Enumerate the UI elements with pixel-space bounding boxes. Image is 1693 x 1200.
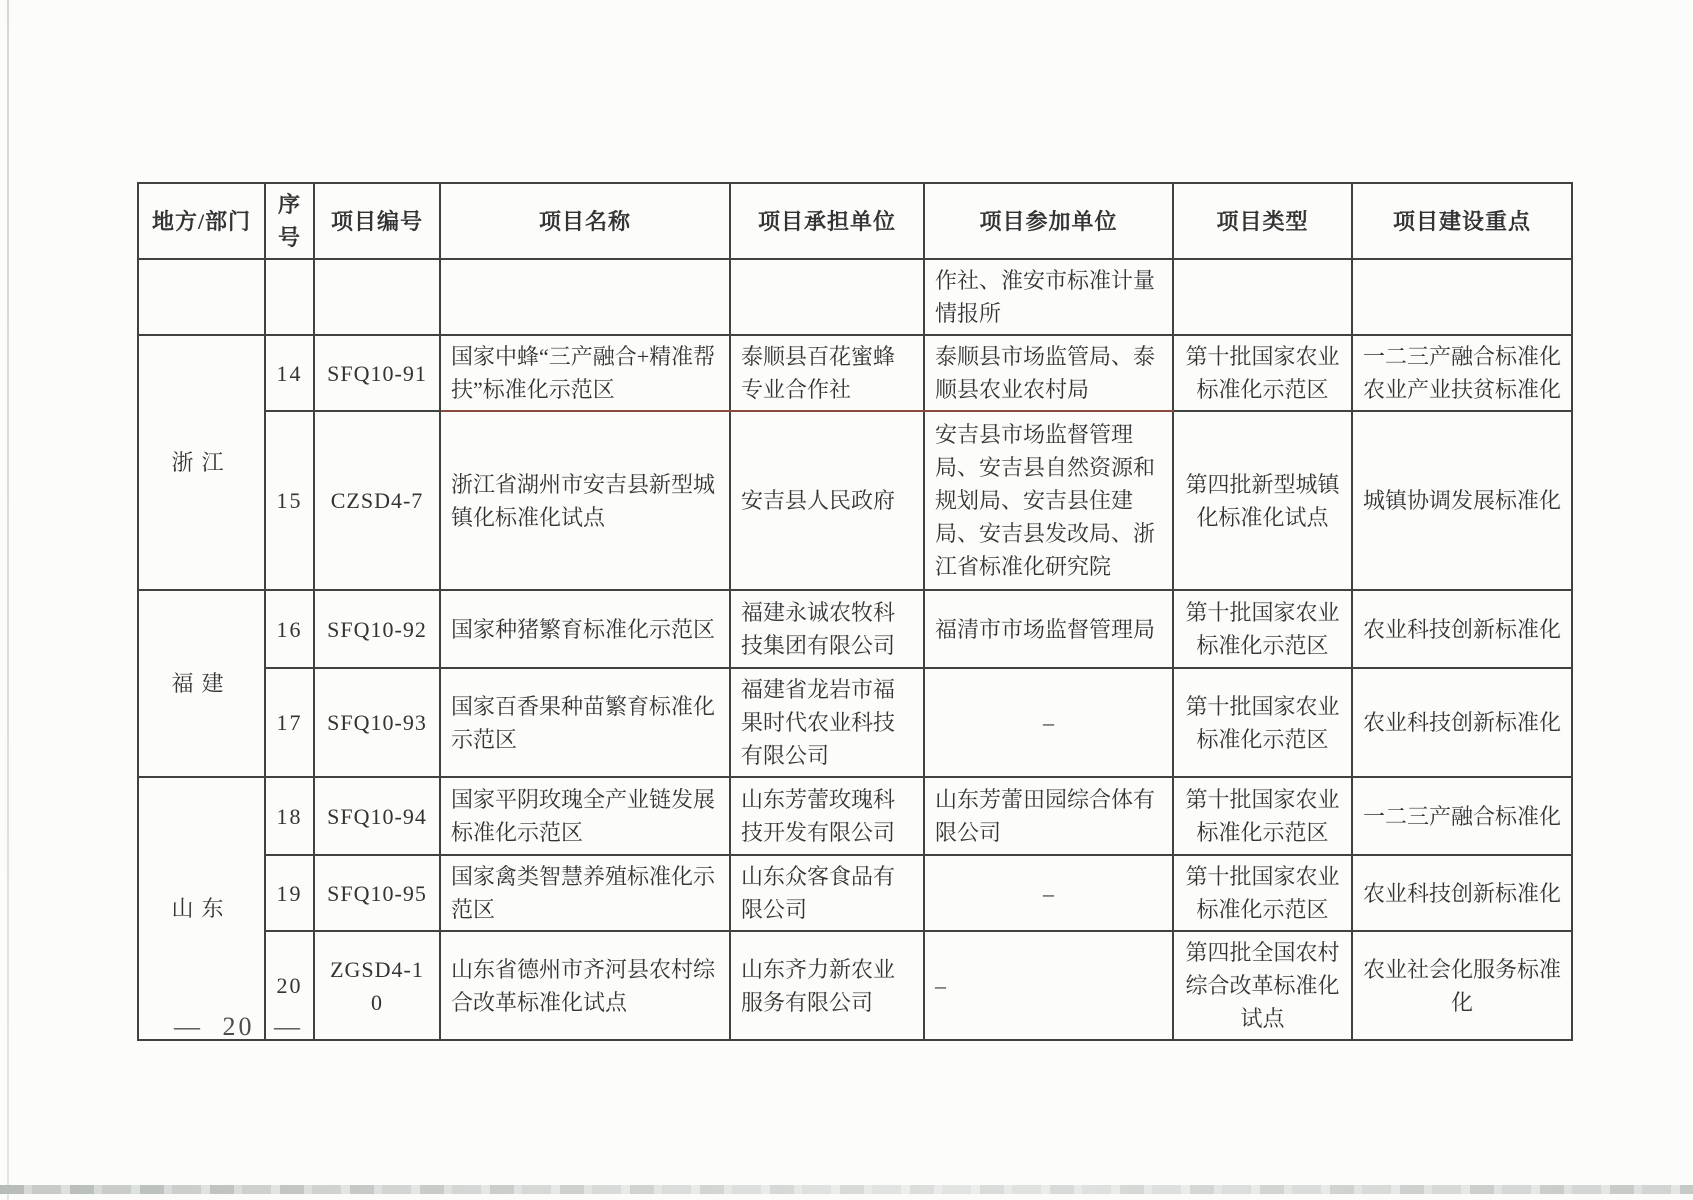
header-code: 项目编号 <box>314 183 440 259</box>
cell-focus: 农业科技创新标准化 <box>1352 668 1572 777</box>
cell-project-name: 国家百香果种苗繁育标准化示范区 <box>440 668 730 777</box>
table-row-14 <box>138 335 1572 411</box>
cell-focus: 农业社会化服务标准化 <box>1352 931 1572 1040</box>
table-row-16 <box>138 590 1572 668</box>
cell-type: 第四批新型城镇化标准化试点 <box>1173 411 1352 590</box>
cell-participant: 山东芳蕾田园综合体有限公司 <box>924 777 1173 855</box>
scan-artifact-strip <box>0 1185 1693 1194</box>
cell-type: 第十批国家农业标准化示范区 <box>1173 777 1352 855</box>
cell-code: ZGSD4-10 <box>314 931 440 1040</box>
cell-type: 第四批全国农村综合改革标准化试点 <box>1173 931 1352 1040</box>
cell-participant: 安吉县市场监督管理局、安吉县自然资源和规划局、安吉县住建局、安吉县发改局、浙江省标准化研究院 <box>924 411 1173 590</box>
cell-undertaker: 山东齐力新农业服务有限公司 <box>730 931 924 1040</box>
header-undertaker: 项目承担单位 <box>730 183 924 259</box>
cell-project-name: 国家禽类智慧养殖标准化示范区 <box>440 855 730 931</box>
cell-code: SFQ10-92 <box>314 590 440 668</box>
cell-project-name: 国家中蜂“三产融合+精准帮扶”标准化示范区 <box>440 335 730 411</box>
cell-seq: 18 <box>265 777 314 855</box>
cell-seq: 15 <box>265 411 314 590</box>
cell-type: 第十批国家农业标准化示范区 <box>1173 855 1352 931</box>
cell-undertaker: 山东芳蕾玫瑰科技开发有限公司 <box>730 777 924 855</box>
header-focus: 项目建设重点 <box>1352 183 1572 259</box>
cell-seq: 19 <box>265 855 314 931</box>
cell-participant: 泰顺县市场监管局、泰顺县农业农村局 <box>924 335 1173 411</box>
cell-seq: 20 <box>265 931 314 1040</box>
scan-fold-line <box>7 0 9 1200</box>
cell-project-name: 浙江省湖州市安吉县新型城镇化标准化试点 <box>440 411 730 590</box>
cell-undertaker: 泰顺县百花蜜蜂专业合作社 <box>730 335 924 411</box>
cell-focus: 农业科技创新标准化 <box>1352 590 1572 668</box>
table-row-19 <box>138 855 1572 931</box>
cell-participant: – <box>924 855 1173 931</box>
cell-type <box>1173 259 1352 335</box>
cell-code <box>314 259 440 335</box>
cell-code: SFQ10-95 <box>314 855 440 931</box>
cell-participant: – <box>924 668 1173 777</box>
cell-project-name: 山东省德州市齐河县农村综合改革标准化试点 <box>440 931 730 1040</box>
cell-focus <box>1352 259 1572 335</box>
cell-project-name <box>440 259 730 335</box>
cell-region-shandong: 山东 <box>138 777 265 1040</box>
projects-table <box>137 182 1573 1041</box>
cell-undertaker: 安吉县人民政府 <box>730 411 924 590</box>
cell-focus: 一二三产融合标准化 农业产业扶贫标准化 <box>1352 335 1572 411</box>
cell-seq: 16 <box>265 590 314 668</box>
cell-region <box>138 259 265 335</box>
table-row-20 <box>138 931 1572 1040</box>
header-region: 地方/部门 <box>138 183 265 259</box>
cell-code: SFQ10-91 <box>314 335 440 411</box>
cell-code: SFQ10-93 <box>314 668 440 777</box>
cell-project-name: 国家平阴玫瑰全产业链发展标准化示范区 <box>440 777 730 855</box>
cell-focus: 城镇协调发展标准化 <box>1352 411 1572 590</box>
cell-participant: 福清市市场监督管理局 <box>924 590 1173 668</box>
header-project-name: 项目名称 <box>440 183 730 259</box>
cell-seq <box>265 259 314 335</box>
cell-undertaker <box>730 259 924 335</box>
cell-type: 第十批国家农业标准化示范区 <box>1173 335 1352 411</box>
cell-focus: 农业科技创新标准化 <box>1352 855 1572 931</box>
table-row-18 <box>138 777 1572 855</box>
cell-participant: 作社、淮安市标准计量情报所 <box>924 259 1173 335</box>
cell-undertaker: 山东众客食品有限公司 <box>730 855 924 931</box>
table-header-row <box>138 183 1572 259</box>
cell-undertaker: 福建永诚农牧科技集团有限公司 <box>730 590 924 668</box>
header-seq: 序号 <box>265 183 314 259</box>
header-participant: 项目参加单位 <box>924 183 1173 259</box>
cell-seq: 17 <box>265 668 314 777</box>
cell-participant: – <box>924 931 1173 1040</box>
cell-undertaker: 福建省龙岩市福果时代农业科技有限公司 <box>730 668 924 777</box>
table-row-17 <box>138 668 1572 777</box>
table-row-15 <box>138 411 1572 590</box>
cell-type: 第十批国家农业标准化示范区 <box>1173 590 1352 668</box>
cell-code: CZSD4-7 <box>314 411 440 590</box>
cell-region-zhejiang: 浙江 <box>138 335 265 590</box>
cell-type: 第十批国家农业标准化示范区 <box>1173 668 1352 777</box>
cell-focus: 一二三产融合标准化 <box>1352 777 1572 855</box>
table-row-continuation <box>138 259 1572 335</box>
cell-seq: 14 <box>265 335 314 411</box>
cell-project-name: 国家种猪繁育标准化示范区 <box>440 590 730 668</box>
cell-code: SFQ10-94 <box>314 777 440 855</box>
page-number: — 20 — <box>174 1012 303 1041</box>
header-type: 项目类型 <box>1173 183 1352 259</box>
cell-region-fujian: 福建 <box>138 590 265 777</box>
